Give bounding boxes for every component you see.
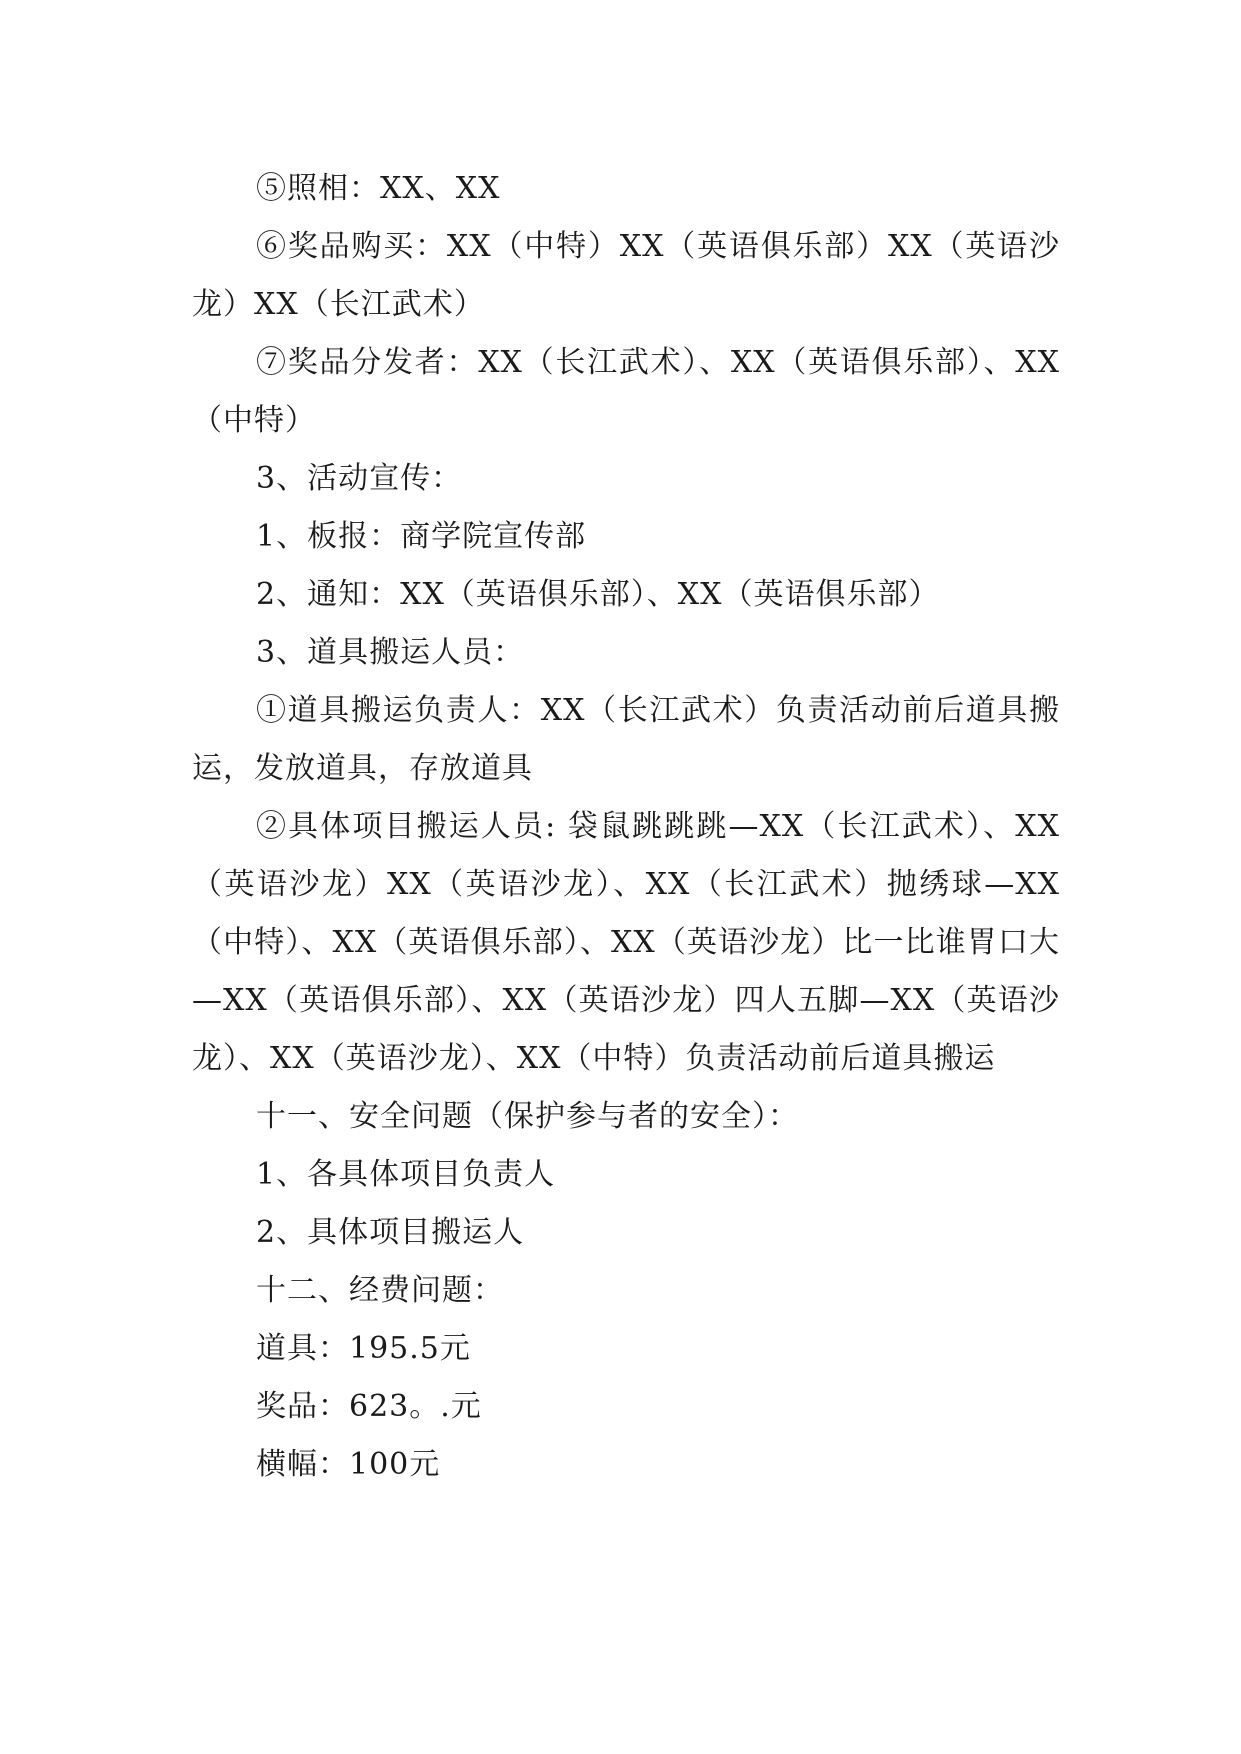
publicity-blackboard: 1、板报：商学院宣传部 xyxy=(256,519,587,554)
section-safety-heading: 十一、安全问题（保护参与者的安全）： xyxy=(256,1099,799,1134)
props-transport-lead: ①道具搬运负责人：XX（长江武术）负责活动前后道具搬运，发放道具，存放道具 xyxy=(192,693,1060,786)
budget-prizes: 奖品：623。.元 xyxy=(256,1389,482,1424)
publicity-notice: 2、通知：XX（英语俱乐部）、XX（英语俱乐部） xyxy=(256,577,940,612)
safety-item-2: 2、具体项目搬运人 xyxy=(256,1215,525,1250)
section-publicity-heading: 3、活动宣传： xyxy=(256,461,463,496)
section-budget-heading: 十二、经费问题： xyxy=(256,1273,504,1308)
item-photography: ⑤照相：XX、XX xyxy=(256,171,501,206)
section-props-transport-heading: 3、道具搬运人员： xyxy=(256,635,525,670)
props-transport-staff: ②具体项目搬运人员: 袋鼠跳跳跳—XX（长江武术）、XX（英语沙龙）XX（英语沙龙）、XX（长江武术）抛绣球—XX（中特）、XX（英语俱乐部）、XX（英语沙龙）比一比谁胃口大—XX（英语俱乐部）、XX（英语沙龙）四人五脚—XX（英语沙龙）、XX（英语沙龙）、XX（中特）负责活动前后道具搬运 xyxy=(192,809,1060,1076)
item-prize-purchase: ⑥奖品购买：XX（中特）XX（英语俱乐部）XX（英语沙龙）XX（长江武术） xyxy=(192,229,1060,322)
safety-item-1: 1、各具体项目负责人 xyxy=(256,1157,556,1192)
document-body xyxy=(192,160,1060,1494)
item-prize-distribution: ⑦奖品分发者：XX（长江武术）、XX（英语俱乐部）、XX（中特） xyxy=(192,345,1060,438)
budget-banner: 横幅：100元 xyxy=(256,1447,441,1482)
budget-props: 道具：195.5元 xyxy=(256,1331,471,1366)
